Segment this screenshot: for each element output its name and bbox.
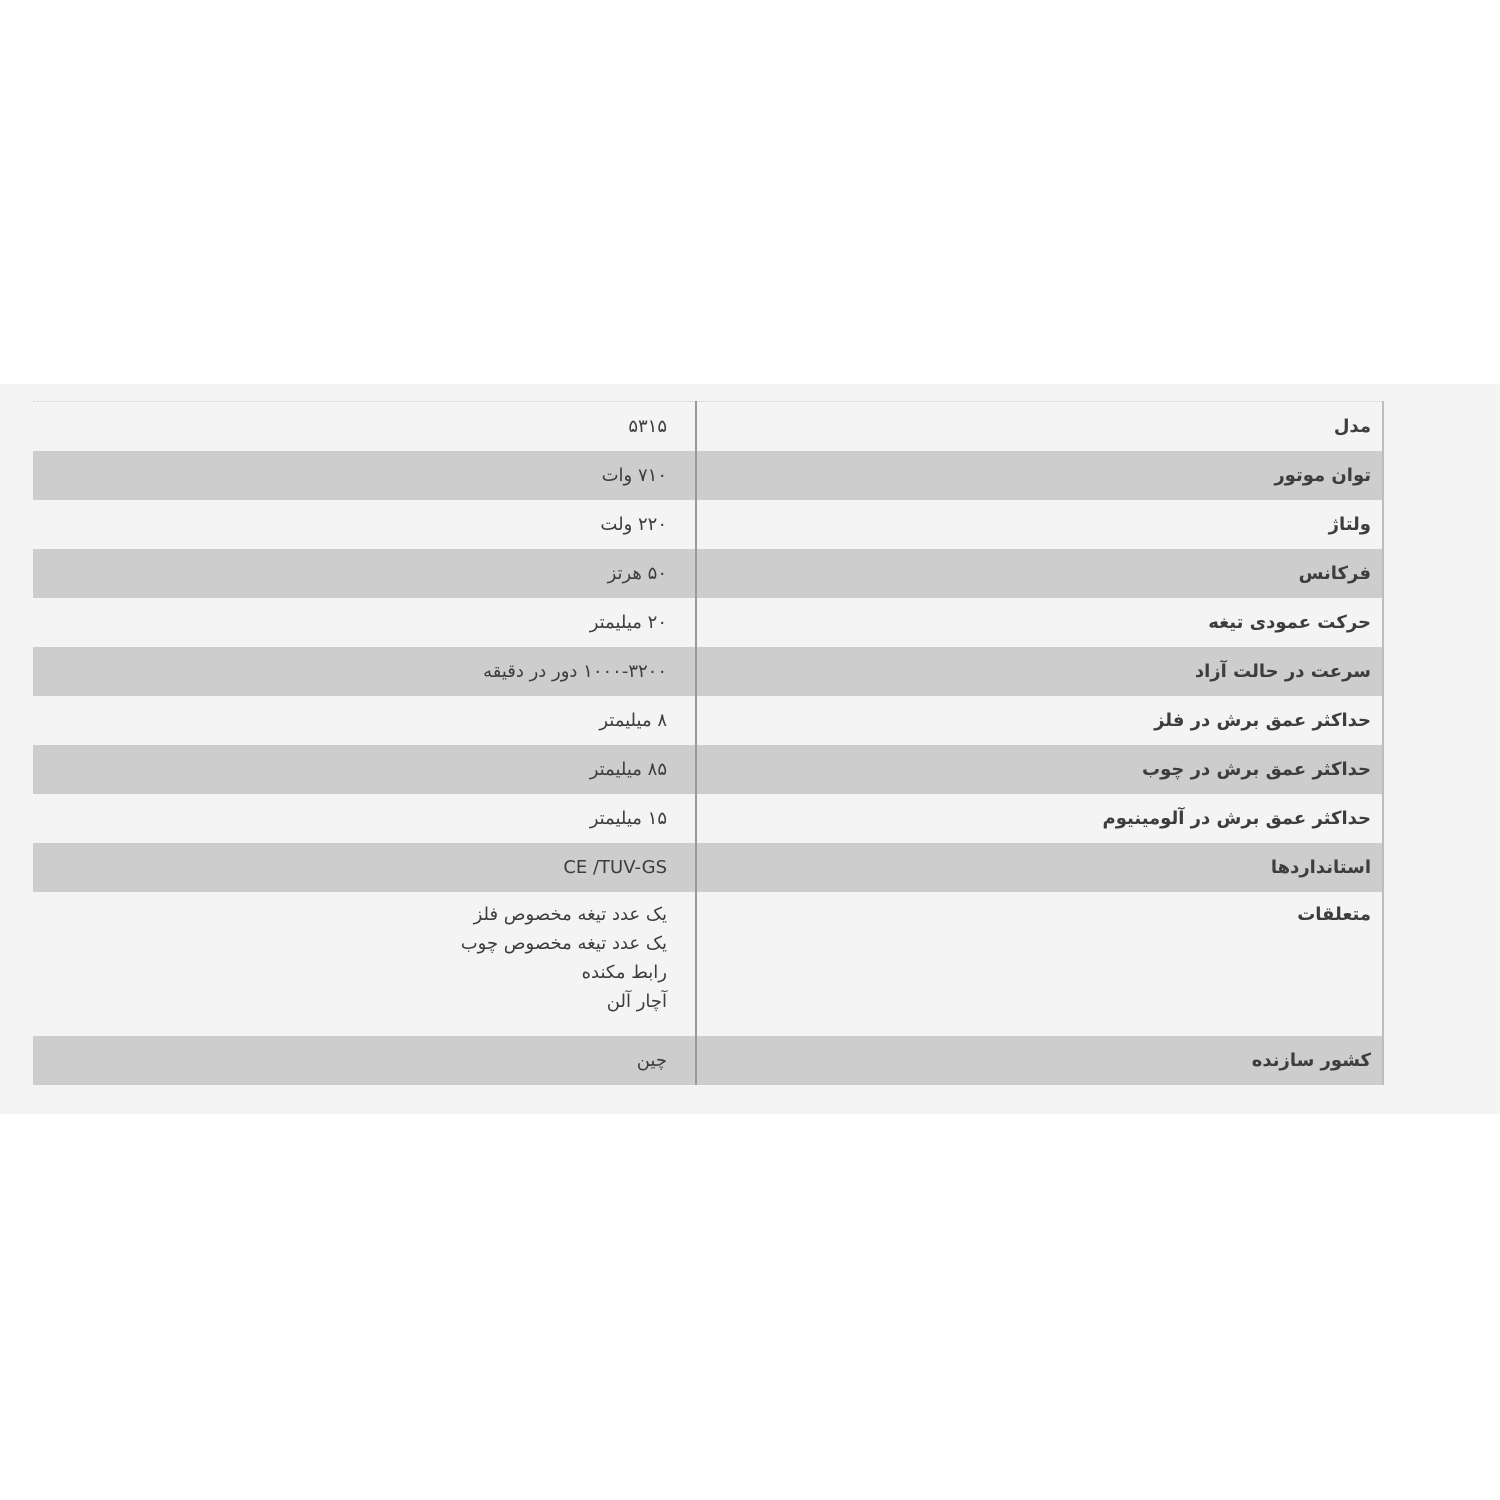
spec-value: ۲۲۰ ولت — [33, 500, 696, 549]
spec-label: حرکت عمودی تیغه — [696, 598, 1383, 647]
spec-value: ۱۵ میلیمتر — [33, 794, 696, 843]
spec-row-model — [33, 402, 1383, 452]
spec-value: ۵۳۱۵ — [33, 402, 696, 452]
spec-row-country — [33, 1036, 1383, 1085]
spec-row-voltage — [33, 500, 1383, 549]
spec-value: ۱۰۰۰-۳۲۰۰ دور در دقیقه — [33, 647, 696, 696]
spec-label: ولتاژ — [696, 500, 1383, 549]
accessory-item: یک عدد تیغه مخصوص فلز — [473, 904, 667, 925]
spec-value: ۷۱۰ وات — [33, 451, 696, 500]
spec-row-max-cut-aluminum — [33, 794, 1383, 843]
spec-label: استانداردها — [696, 843, 1383, 892]
spec-row-max-cut-metal — [33, 696, 1383, 745]
spec-row-blade-stroke — [33, 598, 1383, 647]
spec-label: حداکثر عمق برش در فلز — [696, 696, 1383, 745]
spec-row-no-load-speed — [33, 647, 1383, 696]
accessory-item: رابط مکنده — [581, 962, 667, 983]
spec-value: ۸۵ میلیمتر — [33, 745, 696, 794]
spec-value-list — [33, 892, 696, 1036]
spec-label: توان موتور — [696, 451, 1383, 500]
spec-label: فرکانس — [696, 549, 1383, 598]
spec-value: ۵۰ هرتز — [33, 549, 696, 598]
spec-row-accessories — [33, 892, 1383, 1036]
spec-label: مدل — [696, 402, 1383, 452]
accessory-item: آچار آلن — [606, 991, 667, 1012]
spec-row-max-cut-wood — [33, 745, 1383, 794]
spec-row-motor-power — [33, 451, 1383, 500]
spec-value: ۸ میلیمتر — [33, 696, 696, 745]
spec-value: CE /TUV-GS — [33, 843, 696, 892]
spec-table — [33, 401, 1384, 1085]
spec-value: ۲۰ میلیمتر — [33, 598, 696, 647]
spec-label: حداکثر عمق برش در آلومینیوم — [696, 794, 1383, 843]
spec-row-standards — [33, 843, 1383, 892]
spec-label: متعلقات — [696, 892, 1383, 1036]
spec-label: کشور سازنده — [696, 1036, 1383, 1085]
spec-label: سرعت در حالت آزاد — [696, 647, 1383, 696]
spec-row-frequency — [33, 549, 1383, 598]
spec-label: حداکثر عمق برش در چوب — [696, 745, 1383, 794]
spec-value: چین — [33, 1036, 696, 1085]
accessory-item: یک عدد تیغه مخصوص چوب — [460, 933, 667, 954]
